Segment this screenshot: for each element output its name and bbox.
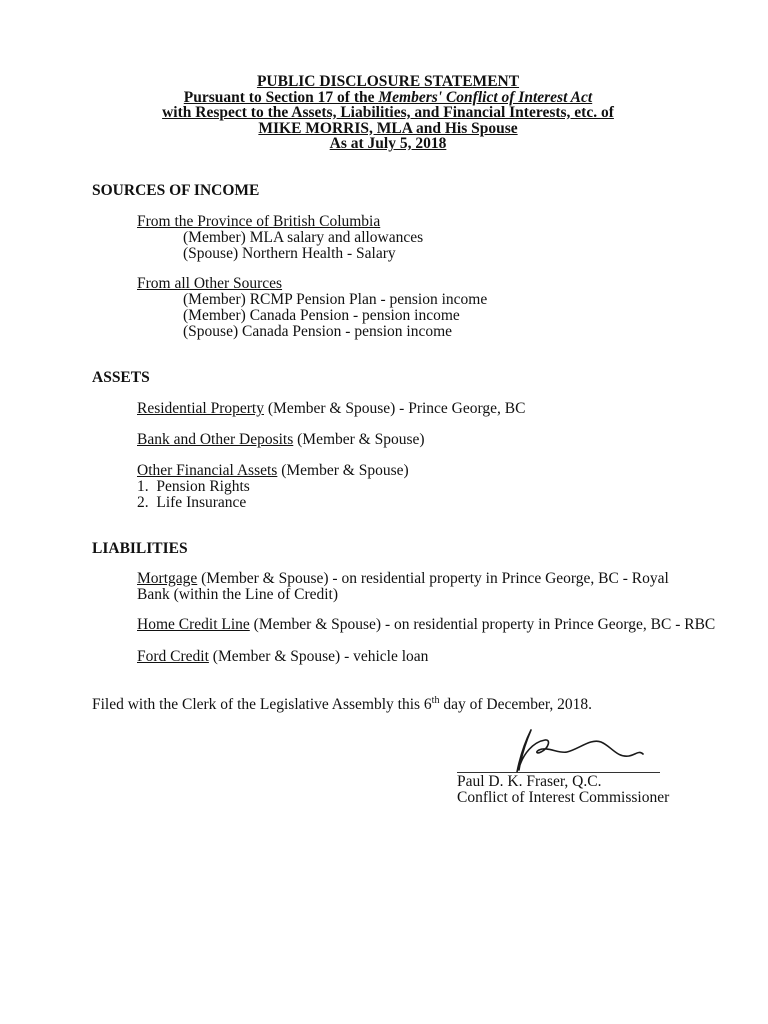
asset-financial-label: Other Financial Assets bbox=[137, 462, 278, 479]
liability-mortgage-label: Mortgage bbox=[137, 570, 198, 587]
income-other-label: From all Other Sources bbox=[137, 275, 283, 292]
income-heading: SOURCES OF INCOME bbox=[92, 182, 260, 199]
asset-bank-label: Bank and Other Deposits bbox=[137, 431, 294, 448]
asset-bank bbox=[137, 432, 425, 448]
income-province-group bbox=[137, 214, 423, 262]
signatory-name: Paul D. K. Fraser, Q.C. bbox=[457, 773, 602, 790]
header-member-line: MIKE MORRIS, MLA and His Spouse bbox=[258, 119, 518, 137]
asset-financial-text: (Member & Spouse) bbox=[277, 462, 409, 479]
list-item: 1. Pension Rights bbox=[137, 478, 250, 495]
document-title: PUBLIC DISCLOSURE STATEMENT bbox=[256, 73, 520, 90]
liability-ford-label: Ford Credit bbox=[137, 648, 209, 665]
filed-rest: day of December, 2018. bbox=[439, 696, 593, 713]
header-act-line bbox=[0, 90, 768, 106]
list-item: 2. Life Insurance bbox=[137, 494, 247, 511]
asset-bank-text: (Member & Spouse) bbox=[293, 431, 425, 448]
signature-image bbox=[505, 724, 655, 776]
income-province-item: (Spouse) Northern Health - Salary bbox=[183, 245, 396, 262]
liability-credit-line bbox=[137, 617, 715, 633]
signatory-block bbox=[457, 774, 669, 806]
income-other-group bbox=[137, 276, 487, 340]
liability-ford-text: (Member & Spouse) - vehicle loan bbox=[208, 648, 429, 665]
header-act-name: Members' Conflict of Interest Act bbox=[378, 88, 593, 106]
document-header bbox=[0, 74, 768, 152]
header-date-line: As at July 5, 2018 bbox=[329, 135, 447, 152]
liability-mortgage bbox=[137, 571, 669, 603]
liability-credit-line-label: Home Credit Line bbox=[137, 616, 250, 633]
income-other-item: (Spouse) Canada Pension - pension income bbox=[183, 323, 453, 340]
liability-mortgage-text: (Member & Spouse) - on residential property in Prince George, BC - Royal bbox=[197, 570, 669, 587]
liability-mortgage-text-continued: Bank (within the Line of Credit) bbox=[137, 586, 339, 603]
filed-statement bbox=[92, 694, 593, 713]
signatory-title: Conflict of Interest Commissioner bbox=[457, 789, 670, 806]
header-act-prefix: Pursuant to Section 17 of the bbox=[183, 88, 379, 106]
filed-ordinal-suffix: th bbox=[431, 694, 440, 706]
asset-residential bbox=[137, 401, 525, 417]
asset-residential-label: Residential Property bbox=[137, 400, 264, 417]
income-province-label: From the Province of British Columbia bbox=[137, 213, 381, 230]
assets-heading: ASSETS bbox=[92, 369, 150, 386]
income-other-item: (Member) Canada Pension - pension income bbox=[183, 307, 460, 324]
income-province-item: (Member) MLA salary and allowances bbox=[183, 229, 424, 246]
income-other-item: (Member) RCMP Pension Plan - pension income bbox=[183, 291, 488, 308]
filed-prefix: Filed with the Clerk of the Legislative Assembly this 6 bbox=[92, 696, 432, 713]
asset-residential-text: (Member & Spouse) - Prince George, BC bbox=[264, 400, 526, 417]
asset-financial bbox=[137, 463, 409, 511]
liabilities-heading: LIABILITIES bbox=[92, 540, 188, 557]
liability-ford bbox=[137, 649, 428, 665]
header-respect-line: with Respect to the Assets, Liabilities, and Financial Interests, etc. of bbox=[162, 104, 614, 121]
liability-credit-line-text: (Member & Spouse) - on residential property in Prince George, BC - RBC bbox=[249, 616, 716, 633]
